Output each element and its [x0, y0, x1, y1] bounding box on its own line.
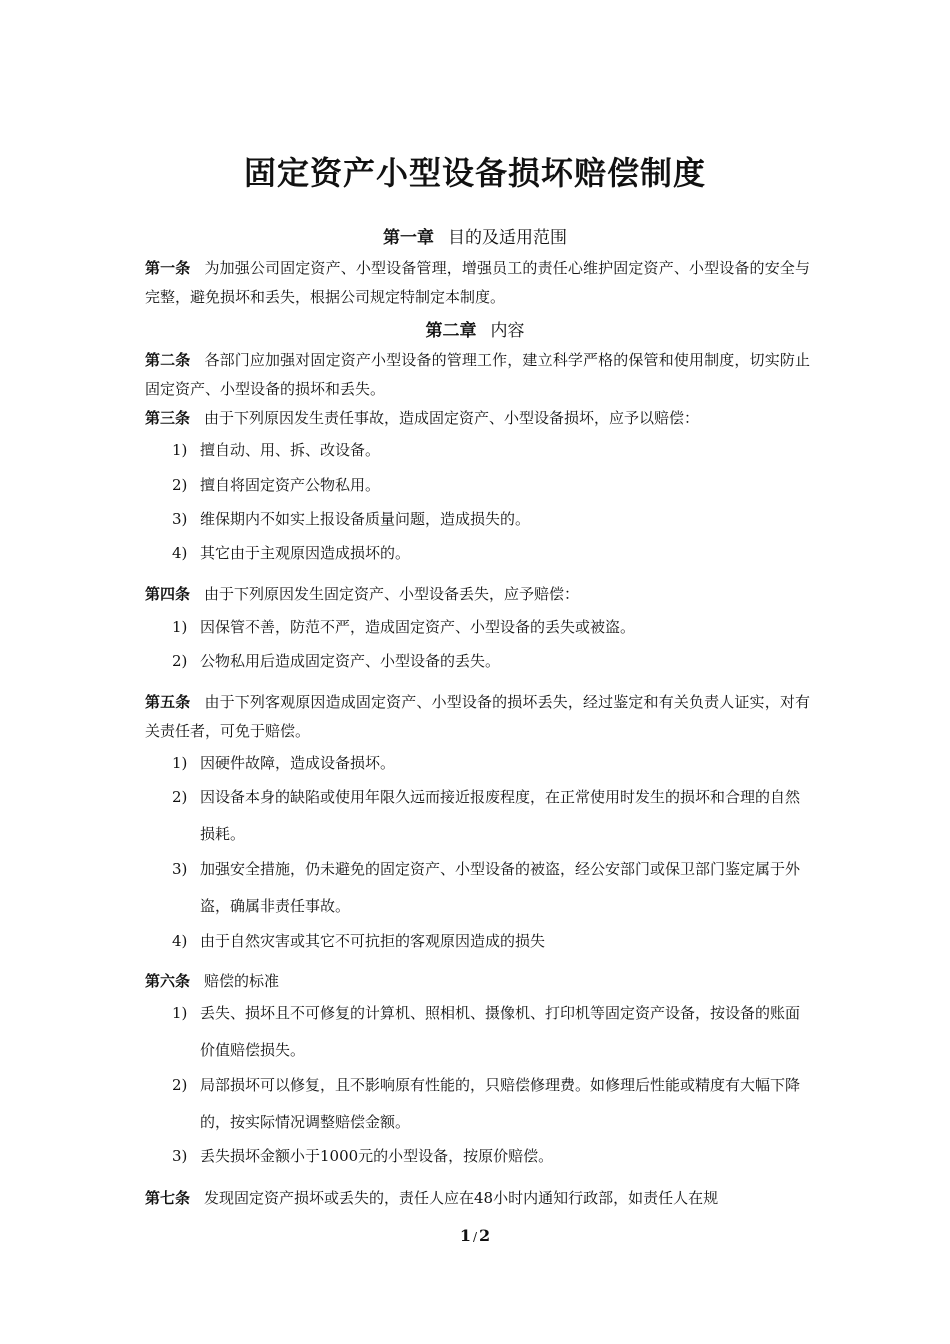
item-number: 3)	[172, 860, 188, 878]
chapter-name: 目的及适用范围	[448, 228, 567, 248]
list-item	[172, 467, 812, 504]
article-text: 发现固定资产损坏或丢失的，责任人应在48小时内通知行政部，如责任人在规	[204, 1189, 719, 1207]
item-text: 公物私用后造成固定资产、小型设备的丢失。	[200, 652, 501, 670]
article-3	[145, 404, 810, 433]
article-text: 由于下列原因发生固定资产、小型设备丢失，应予赔偿：	[204, 585, 580, 603]
article-label: 第六条	[145, 972, 191, 990]
chapter-name: 内容	[490, 321, 525, 341]
item-text: 因硬件故障，造成设备损坏。	[200, 754, 396, 772]
item-number: 3)	[172, 1147, 188, 1165]
list-item	[172, 643, 812, 680]
item-text: 维保期内不如实上报设备质量问题，造成损失的。	[200, 510, 531, 528]
item-number: 1)	[172, 618, 188, 636]
item-text: 局部损坏可以修复，且不影响原有性能的，只赔偿修理费。如修理后性能或精度有大幅下降的，按实际情况调整赔偿金额。	[200, 1076, 801, 1131]
list-item	[172, 432, 812, 469]
item-text: 因设备本身的缺陷或使用年限久远而接近报废程度，在正常使用时发生的损坏和合理的自然损耗。	[200, 788, 801, 843]
list-item	[172, 1067, 812, 1141]
article-text: 由于下列客观原因造成固定资产、小型设备的损坏丢失，经过鉴定和有关负责人证实，对有关责任者，可免于赔偿。	[145, 693, 810, 740]
item-number: 2)	[172, 652, 188, 670]
article-text: 各部门应加强对固定资产小型设备的管理工作，建立科学严格的保管和使用制度，切实防止固定资产、小型设备的损坏和丢失。	[145, 351, 810, 398]
chapter-number: 第一章	[383, 228, 434, 248]
item-text: 丢失损坏金额小于1000元的小型设备，按原价赔偿。	[200, 1147, 554, 1165]
article-label: 第三条	[145, 409, 191, 427]
item-number: 3)	[172, 510, 188, 528]
list-item	[172, 1138, 812, 1175]
page-number	[0, 1226, 950, 1245]
list-item	[172, 851, 812, 925]
article-6	[145, 967, 810, 996]
list-item	[172, 995, 812, 1069]
list-item	[172, 609, 812, 646]
list-item	[172, 779, 812, 853]
article-label: 第一条	[145, 259, 191, 277]
chapter-number: 第二章	[425, 321, 477, 341]
article-label: 第二条	[145, 351, 191, 369]
article-label: 第四条	[145, 585, 191, 603]
list-item	[172, 535, 812, 572]
article-2	[145, 346, 810, 404]
item-number: 2)	[172, 1076, 188, 1094]
article-7	[145, 1184, 810, 1213]
current-page: 1	[459, 1226, 471, 1245]
document-title: 固定资产小型设备损坏赔偿制度	[243, 154, 706, 192]
list-item	[172, 923, 812, 960]
item-number: 4)	[172, 932, 188, 950]
item-number: 1)	[172, 1004, 188, 1022]
total-pages: 2	[479, 1226, 491, 1245]
item-text: 因保管不善，防范不严，造成固定资产、小型设备的丢失或被盗。	[200, 618, 636, 636]
article-text: 为加强公司固定资产、小型设备管理，增强员工的责任心维护固定资产、小型设备的安全与完整，避免损坏和丢失，根据公司规定特制定本制度。	[145, 259, 810, 306]
article-label: 第七条	[145, 1189, 191, 1207]
item-text: 加强安全措施，仍未避免的固定资产、小型设备的被盗，经公安部门或保卫部门鉴定属于外盗，确属非责任事故。	[200, 860, 801, 915]
article-text: 赔偿的标准	[204, 972, 280, 990]
item-number: 4)	[172, 544, 188, 562]
item-number: 2)	[172, 476, 188, 494]
item-text: 丢失、损坏且不可修复的计算机、照相机、摄像机、打印机等固定资产设备，按设备的账面价值赔偿损失。	[200, 1004, 801, 1059]
chapter-1-heading	[0, 223, 950, 248]
item-text: 由于自然灾害或其它不可抗拒的客观原因造成的损失	[200, 932, 546, 950]
item-number: 1)	[172, 754, 188, 772]
page-separator: /	[472, 1230, 478, 1244]
article-1	[145, 254, 810, 312]
item-text: 其它由于主观原因造成损坏的。	[200, 544, 411, 562]
chapter-2-heading	[0, 316, 950, 341]
list-item	[172, 501, 812, 538]
item-text: 擅自动、用、拆、改设备。	[200, 441, 381, 459]
item-text: 擅自将固定资产公物私用。	[200, 476, 381, 494]
item-number: 2)	[172, 788, 188, 806]
article-4	[145, 580, 810, 609]
list-item	[172, 745, 812, 782]
item-number: 1)	[172, 441, 188, 459]
article-text: 由于下列原因发生责任事故，造成固定资产、小型设备损坏，应予以赔偿：	[204, 409, 700, 427]
article-label: 第五条	[145, 693, 191, 711]
article-5	[145, 688, 810, 746]
